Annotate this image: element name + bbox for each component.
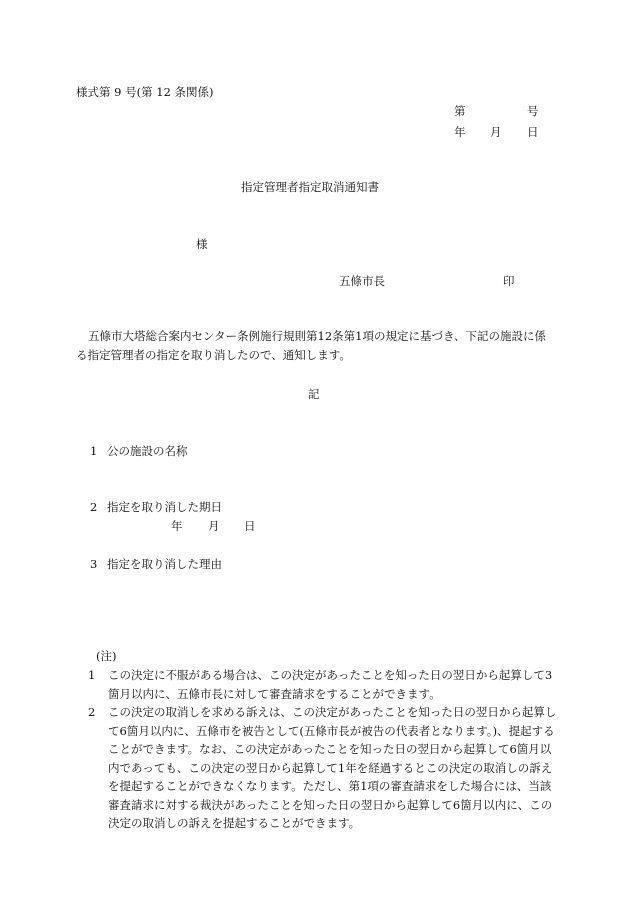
form-label: 様式第 9 号(第 12 条関係)	[76, 85, 214, 99]
notes-heading: (注)	[96, 649, 117, 663]
doc-date-day: 日	[527, 125, 539, 139]
note-1-text: この決定に不服がある場合は、この決定があったことを知った日の翌日から起算して3箇月以内に、五條市長に対して審査請求をすることができます。	[108, 668, 553, 701]
note-2-text: この決定の取消しを求める訴えは、この決定があったことを知った日の翌日から起算して6箇月以内に、五條市を被告として(五條市長が被告の代表者となります。)、提起することができます。なお、この決定があったことを知った日の翌日から起算して6箇月以内であっても、この決定の翌日から起算して1年を経過するとこの決定の取消しの訴えを提起することができなくなります。ただし、第1項の審査請求をした場合には、当該審査請求に対する裁決があったことを知った日の翌日から起算して6箇月以内に、この決定の取消しの訴えを提起することができます。	[108, 705, 557, 830]
body-text: 五條市大塔総合案内センター条例施行規則第12条第1項の規定に基づき、下記の施設に係る指定管理者の指定を取り消したので、通知します。	[76, 329, 547, 362]
item-3-label: 指定を取り消した理由	[107, 557, 222, 571]
item-2-year: 年	[171, 519, 183, 533]
item-2-day: 日	[244, 519, 256, 533]
note-item-1	[88, 666, 560, 703]
item-1-num: 1	[90, 444, 98, 458]
doc-number-dai: 第	[454, 104, 466, 118]
item-2-num: 2	[90, 500, 98, 514]
note-2-num: 2	[88, 705, 96, 719]
item-2-month: 月	[208, 519, 220, 533]
item-1-label: 公の施設の名称	[107, 444, 188, 458]
doc-date-month: 月	[490, 125, 502, 139]
note-item-2	[88, 703, 560, 833]
document-title: 指定管理者指定取消通知書	[241, 180, 379, 194]
seal-mark: 印	[503, 274, 515, 288]
issuer-name: 五條市長	[339, 274, 385, 288]
addressee-suffix: 様	[196, 237, 208, 251]
doc-date-year: 年	[454, 125, 466, 139]
doc-number-go: 号	[527, 104, 539, 118]
item-2-label: 指定を取り消した期日	[107, 500, 222, 514]
item-3-num: 3	[90, 557, 98, 571]
note-1-num: 1	[88, 668, 96, 682]
ki-heading: 記	[308, 387, 320, 401]
